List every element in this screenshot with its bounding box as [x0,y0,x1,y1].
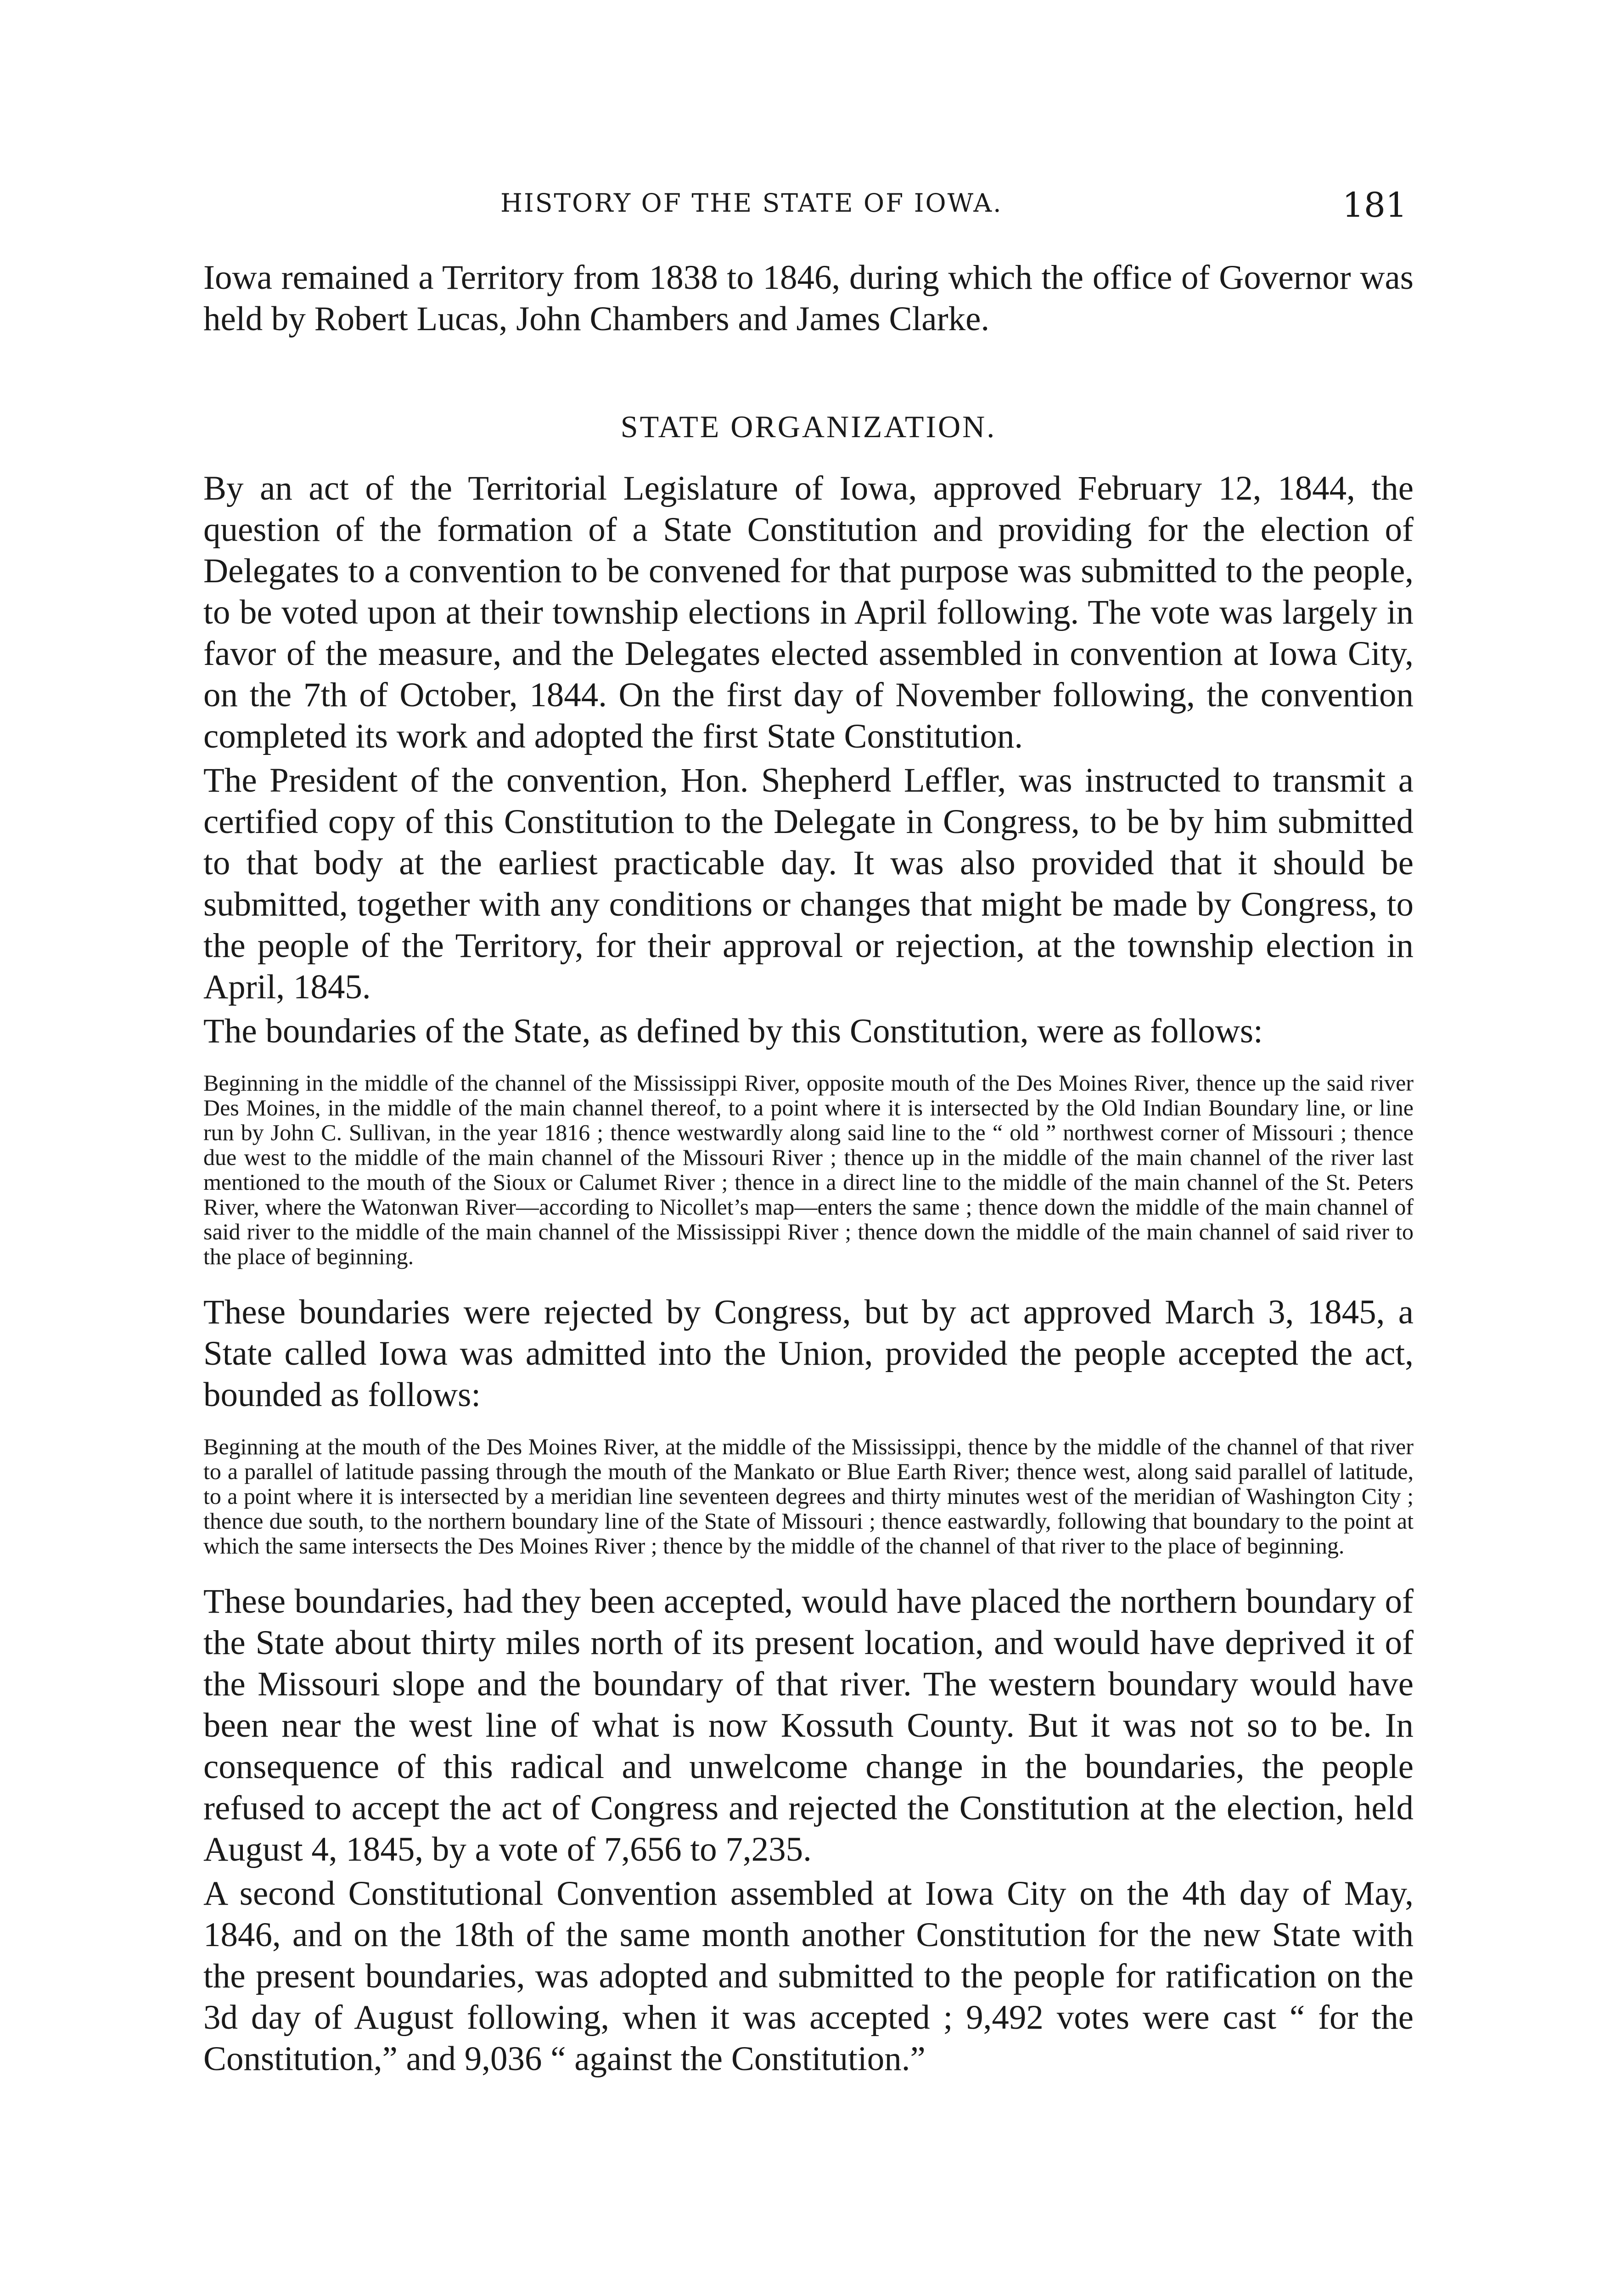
paragraph-territorial-act: By an act of the Territorial Legislature of Iowa, approved February 12, 1844, the question of the formation of a State Constitution and providing for the election of Delegates to a convention to be convened for that purpose was submitted to the people, to be voted upon at their township elections in April following. The vote was largely in favor of the measure, and the Delegates elected assembled in convention at Iowa City, on the 7th of October, 1844. On the first day of November following, the convention completed its work and adopted the first State Constitution. [203,469,1414,755]
section-heading: STATE ORGANIZATION. [620,409,997,444]
quote-second-boundaries: Beginning at the mouth of the Des Moines River, at the middle of the Mississippi, thence by the middle of the channel of that river to a parallel of latitude passing through the mouth of the Mankato or Blue Earth River; thence west, along said parallel of latitude, to a point where it is intersected by a meridian line seventeen degrees and thirty minutes west of the meridian of Washington City ; thence due south, to the northern boundary line of the State of Missouri ; thence eastwardly, following that boundary to the point at which the same intersects the Des Moines River ; thence by the middle of the channel of that river to the place of beginning. [203,1434,1414,1559]
body-text [203,257,1414,2080]
paragraph-consequence: These boundaries, had they been accepted, would have placed the northern boundary of the State about thirty miles north of its present location, and would have deprived it of the Missouri slope and the boundary of that river. The western boundary would have been near the west line of what is now Kossuth County. But it was not so to be. In consequence of this radical and unwelcome change in the boundaries, the people refused to accept the act of Congress and rejected the Constitution at the election, held August 4, 1845, by a vote of 7,656 to 7,235. [203,1582,1414,1868]
page-number: 181 [1342,186,1407,225]
paragraph-intro: Iowa remained a Territory from 1838 to 1846, during which the office of Governor was held by Robert Lucas, John Chambers and James Clarke. [203,259,1414,338]
paragraph-convention-president: The President of the convention, Hon. Shepherd Leffler, was instructed to transmit a certified copy of this Constitution to the Delegate in Congress, to be by him submitted to that body at the earliest practicable day. It was also provided that it should be submitted, together with any conditions or changes that might be made by Congress, to the people of the Territory, for their approval or rejection, at the township election in April, 1845. [203,761,1414,1006]
paragraph-boundaries-rejected: These boundaries were rejected by Congress, but by act approved March 3, 1845, a State called Iowa was admitted into the Union, provided the people accepted the act, bounded as follows: [203,1293,1414,1414]
quote-first-boundaries: Beginning in the middle of the channel of the Mississippi River, opposite mouth of the Des Moines River, thence up the said river Des Moines, in the middle of the main channel thereof, to a point where it is intersected by the Old Indian Boundary line, or line run by John C. Sullivan, in the year 1816 ; thence westwardly along said line to the “ old ” northwest corner of Missouri ; thence due west to the middle of the main channel of the Missouri River ; thence up in the middle of the main channel of the river last mentioned to the mouth of the Sioux or Calumet River ; thence in a direct line to the middle of the main channel of the St. Peters River, where the Watonwan River—according to Nicollet’s map—enters the same ; thence down the middle of the main channel of said river to the middle of the main channel of the Mississippi River ; thence down the middle of the main channel of said river to the place of beginning. [203,1070,1414,1269]
paragraph-second-convention: A second Constitutional Convention assembled at Iowa City on the 4th day of May, 1846, and on the 18th of the same month another Constitution for the new State with the present boundaries, was adopted and submitted to the people for ratification on the 3d day of August following, when it was accepted ; 9,492 votes were cast “ for the Constitution,” and 9,036 “ against the Constitution.” [203,1874,1414,2078]
paragraph-boundaries-intro: The boundaries of the State, as defined by this Constitution, were as follows: [203,1012,1263,1050]
running-header [0,188,1616,234]
running-title: HISTORY OF THE STATE OF IOWA. [500,188,1003,218]
